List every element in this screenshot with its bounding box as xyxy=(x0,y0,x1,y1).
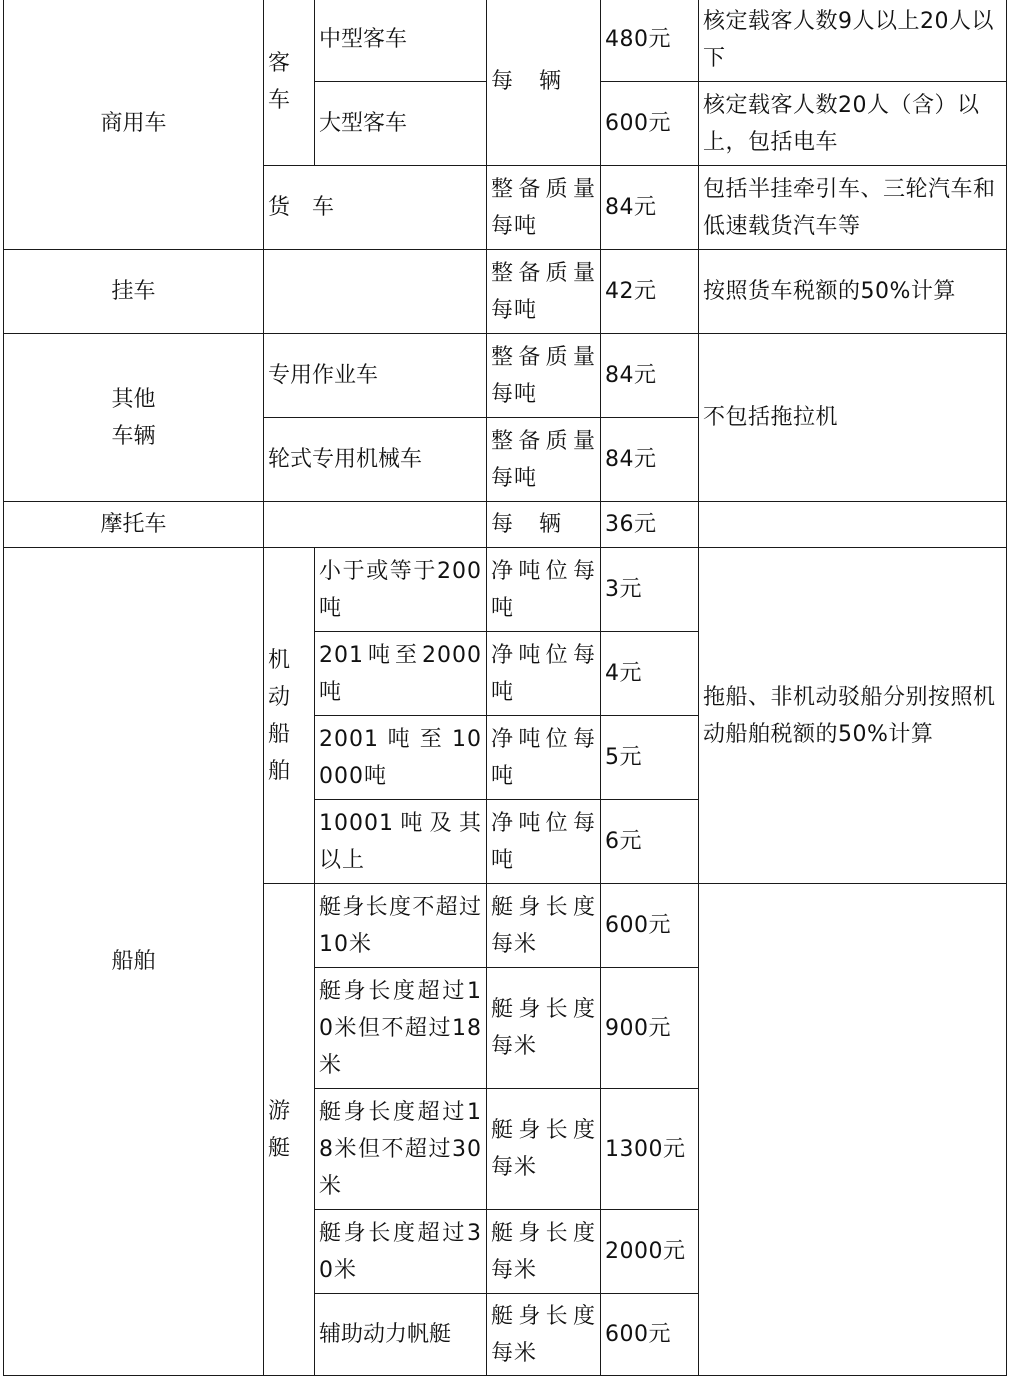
item-ship-tonnage-2: 201吨至2000吨 xyxy=(315,632,487,716)
category-trailer: 挂车 xyxy=(4,250,264,334)
subcategory-special-vehicle: 专用作业车 xyxy=(264,334,487,418)
rate-yacht-5: 600元 xyxy=(601,1294,699,1376)
subcategory-motor-ship: 机 动 船 舶 xyxy=(264,548,315,884)
item-ship-tonnage-1: 小于或等于200吨 xyxy=(315,548,487,632)
unit-per-net-ton-1: 净吨位每吨 xyxy=(487,548,601,632)
note-medium-bus: 核定载客人数9人以上20人以下 xyxy=(699,0,1007,82)
subcategory-bus: 客 车 xyxy=(264,0,315,166)
rate-yacht-2: 900元 xyxy=(601,968,699,1089)
unit-per-net-ton-4: 净吨位每吨 xyxy=(487,800,601,884)
rate-ship-4: 6元 xyxy=(601,800,699,884)
unit-per-meter-4: 艇身长度每米 xyxy=(487,1210,601,1294)
unit-per-ton-truck: 整备质量每吨 xyxy=(487,166,601,250)
unit-per-ton-wheeled: 整备质量每吨 xyxy=(487,418,601,502)
unit-per-net-ton-3: 净吨位每吨 xyxy=(487,716,601,800)
item-ship-tonnage-4: 10001吨及其以上 xyxy=(315,800,487,884)
table-row xyxy=(4,0,1007,82)
note-yacht-empty xyxy=(699,884,1007,1376)
item-medium-bus: 中型客车 xyxy=(315,0,487,82)
rate-motorcycle: 36元 xyxy=(601,502,699,548)
rate-ship-1: 3元 xyxy=(601,548,699,632)
item-yacht-auxiliary-sail: 辅助动力帆艇 xyxy=(315,1294,487,1376)
category-motorcycle: 摩托车 xyxy=(4,502,264,548)
empty-cell xyxy=(264,250,487,334)
rate-truck: 84元 xyxy=(601,166,699,250)
rate-yacht-1: 600元 xyxy=(601,884,699,968)
note-other-vehicles: 不包括拖拉机 xyxy=(699,334,1007,502)
unit-per-vehicle-bus: 每 辆 xyxy=(487,0,601,166)
rate-ship-2: 4元 xyxy=(601,632,699,716)
item-yacht-length-2: 艇身长度超过10米但不超过18米 xyxy=(315,968,487,1089)
note-trailer: 按照货车税额的50%计算 xyxy=(699,250,1007,334)
category-other-vehicles: 其他 车辆 xyxy=(4,334,264,502)
subcategory-wheeled-machinery: 轮式专用机械车 xyxy=(264,418,487,502)
item-ship-tonnage-3: 2001 吨 至 10000吨 xyxy=(315,716,487,800)
note-large-bus: 核定载客人数20人（含）以上，包括电车 xyxy=(699,82,1007,166)
rate-special-vehicle: 84元 xyxy=(601,334,699,418)
unit-per-ton-special: 整备质量每吨 xyxy=(487,334,601,418)
table-row xyxy=(4,548,1007,632)
empty-cell xyxy=(264,502,487,548)
item-yacht-length-1: 艇身长度不超过10米 xyxy=(315,884,487,968)
rate-ship-3: 5元 xyxy=(601,716,699,800)
rate-medium-bus: 480元 xyxy=(601,0,699,82)
item-yacht-length-4: 艇身长度超过30米 xyxy=(315,1210,487,1294)
unit-per-meter-5: 艇身长度每米 xyxy=(487,1294,601,1376)
note-ship: 拖船、非机动驳船分别按照机动船舶税额的50%计算 xyxy=(699,548,1007,884)
table-row xyxy=(4,250,1007,334)
rate-wheeled-machinery: 84元 xyxy=(601,418,699,502)
unit-per-meter-1: 艇身长度每米 xyxy=(487,884,601,968)
rate-large-bus: 600元 xyxy=(601,82,699,166)
subcategory-truck: 货 车 xyxy=(264,166,487,250)
subcategory-yacht: 游 艇 xyxy=(264,884,315,1376)
note-motorcycle-empty xyxy=(699,502,1007,548)
unit-per-net-ton-2: 净吨位每吨 xyxy=(487,632,601,716)
unit-per-vehicle-motorcycle: 每 辆 xyxy=(487,502,601,548)
vehicle-vessel-tax-table xyxy=(3,0,1007,1376)
rate-yacht-4: 2000元 xyxy=(601,1210,699,1294)
unit-per-ton-trailer: 整备质量每吨 xyxy=(487,250,601,334)
category-commercial-vehicle: 商用车 xyxy=(4,0,264,250)
table-row xyxy=(4,502,1007,548)
table-row xyxy=(4,334,1007,418)
unit-per-meter-3: 艇身长度每米 xyxy=(487,1089,601,1210)
rate-trailer: 42元 xyxy=(601,250,699,334)
category-ship: 船舶 xyxy=(4,548,264,1376)
unit-per-meter-2: 艇身长度每米 xyxy=(487,968,601,1089)
item-yacht-length-3: 艇身长度超过18米但不超过30米 xyxy=(315,1089,487,1210)
rate-yacht-3: 1300元 xyxy=(601,1089,699,1210)
item-large-bus: 大型客车 xyxy=(315,82,487,166)
note-truck: 包括半挂牵引车、三轮汽车和低速载货汽车等 xyxy=(699,166,1007,250)
